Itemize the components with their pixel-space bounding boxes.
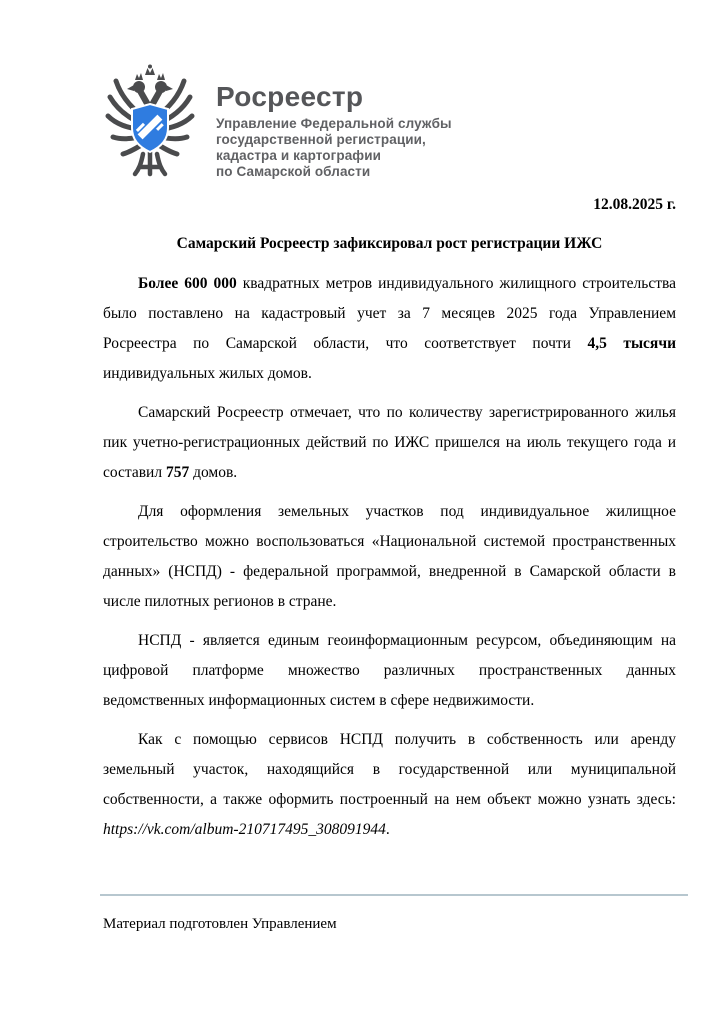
body-paragraph: [103, 626, 676, 716]
paragraph-run: .: [385, 821, 390, 838]
body-paragraph: [103, 497, 676, 617]
body-paragraph: [103, 398, 676, 488]
logo-subtitle-line: по Самарской области: [216, 164, 371, 179]
paragraph-run: Более 600 000: [138, 275, 237, 292]
paragraph-run: индивидуальных жилых домов.: [103, 365, 312, 382]
footer-note: Материал подготовлен Управлением: [103, 916, 337, 932]
body-paragraph: [103, 725, 676, 845]
paragraph-run: 4,5 тысячи: [587, 335, 676, 352]
paragraph-run: Самарский Росреестр отмечает, что по количеству зарегистрированного жилья пик учетно-регистрационных действий по ИЖС пришелся на июль текущего года и составил: [103, 404, 676, 481]
logo-text-block: [216, 64, 452, 180]
logo-name: Росреестр: [216, 81, 364, 112]
logo-subtitle-line: Управление Федеральной службы: [216, 116, 452, 131]
logo-subtitle-line: кадастра и картографии: [216, 148, 382, 163]
document-body: [103, 269, 676, 854]
double-headed-eagle-icon: [100, 64, 200, 186]
logo-subtitle: [216, 116, 452, 180]
rosreestr-logo: [100, 64, 452, 186]
logo-subtitle-line: государственной регистрации,: [216, 132, 426, 147]
paragraph-run: домов.: [189, 464, 238, 481]
body-paragraph: [103, 269, 676, 389]
paragraph-run: НСПД - является единым геоинформационным ресурсом, объединяющим на цифровой платформе множество различных пространственных данных ведомственных информационных систем в сфере недвижимости.: [103, 632, 676, 709]
paragraph-run: Для оформления земельных участков под индивидуальное жилищное строительство можно воспользоваться «Национальной системой пространственных данных» (НСПД) - федеральной программой, внедренной в Самарской области в числе пилотных регионов в стране.: [103, 503, 676, 610]
footer-divider: [100, 894, 688, 896]
document-date: 12.08.2025 г.: [593, 196, 676, 213]
url-text: https://vk.com/album-210717495_308091944: [103, 821, 386, 838]
paragraph-run: квадратных метров индивидуального жилищного строительства было поставлено на кадастровый учет за 7 месяцев 2025 года Управлением Росреестра по Самарской области, что соответствует почти: [103, 275, 676, 352]
paragraph-run: Как с помощью сервисов НСПД получить в собственность или аренду земельный участок, находящийся в государственной или муниципальной собственности, а также оформить построенный на нем объект можно узнать здесь:: [103, 731, 676, 808]
document-title: Самарский Росреестр зафиксировал рост регистрации ИЖС: [176, 235, 603, 252]
paragraph-run: 757: [165, 464, 190, 481]
